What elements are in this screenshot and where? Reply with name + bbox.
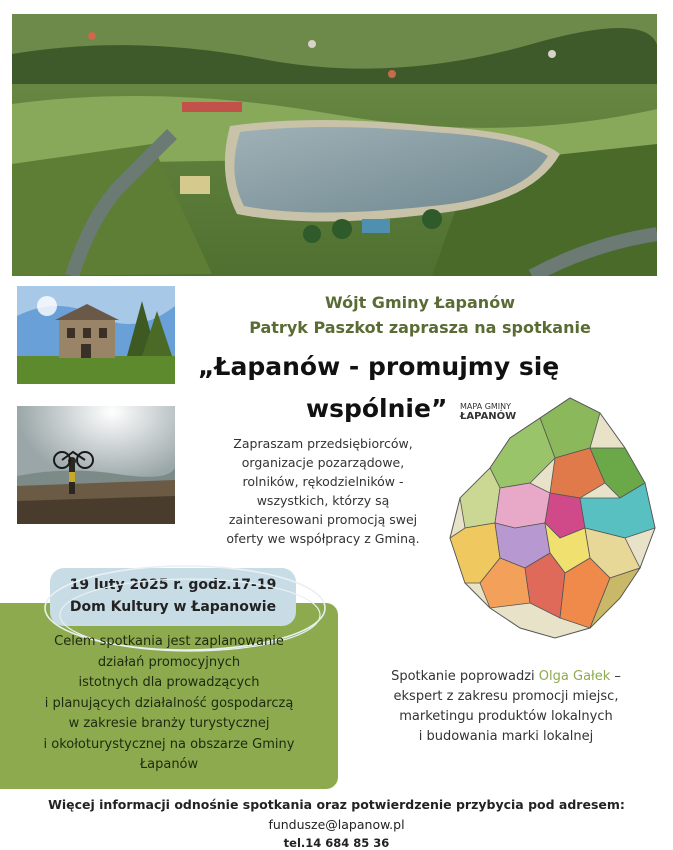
event-title-line1: „Łapanów - promujmy się [198, 352, 560, 381]
purpose-line: i okołoturystycznej na obszarze Gminy [43, 736, 295, 752]
host-line: marketingu produktów lokalnych [399, 709, 613, 724]
contact-phone[interactable]: tel.14 684 85 36 [283, 836, 390, 850]
intro-line: Zapraszam przedsiębiorców, [233, 436, 413, 451]
purpose-line: Łapanów [139, 757, 199, 772]
manor-house-photo [17, 286, 175, 384]
header-mayor-line: Wójt Gminy Łapanów [325, 293, 515, 312]
cyclist-sunset-photo [17, 406, 175, 524]
header-invite-line: Patryk Paszkot zaprasza na spotkanie [249, 318, 591, 337]
event-date-box [50, 568, 296, 626]
municipality-map [440, 388, 662, 644]
intro-line: oferty we współpracy z Gminą. [226, 531, 420, 546]
purpose-line: i planujących działalność gospodarczą [44, 695, 294, 711]
intro-line: zainteresowani promocją swej [228, 512, 418, 527]
hero-aerial-photo [12, 14, 657, 276]
map-label [460, 402, 516, 422]
meeting-purpose-text [4, 632, 334, 776]
host-name: Olga Gałek [538, 669, 611, 684]
event-title-line2: wspólnie” [306, 394, 448, 423]
purpose-line: w zakresie branży turystycznej [68, 716, 270, 731]
host-info [356, 667, 656, 747]
host-line [356, 667, 656, 687]
host-line: ekspert z zakresu promocji miejsc, [393, 689, 619, 704]
intro-line: rolników, rękodzielników - [242, 474, 404, 489]
event-venue: Dom Kultury w Łapanowie [69, 599, 277, 615]
map-label-small: MAPA GMINY [460, 402, 512, 411]
host-line: i budowania marki lokalnej [418, 729, 594, 744]
contact-info-text: Więcej informacji odnośnie spotkania oraz potwierdzenie przybycia pod adresem: [48, 797, 625, 812]
purpose-line: istotnych dla prowadzących [78, 675, 260, 690]
intro-line: organizacje pozarządowe, [241, 455, 405, 470]
invitation-text [198, 434, 448, 548]
event-date-time: 19 luty 2025 r. godz.17-19 [69, 577, 277, 593]
purpose-line: Celem spotkania jest zaplanowanie [54, 634, 284, 649]
contact-email[interactable]: fundusze@lapanow.pl [268, 817, 405, 832]
map-label-big: ŁAPANÓW [460, 411, 517, 422]
purpose-line: działań promocyjnych [97, 654, 241, 670]
intro-line: wszystkich, którzy są [256, 493, 390, 508]
host-prefix: Spotkanie poprowadzi [391, 669, 539, 684]
host-suffix: – [610, 669, 621, 684]
